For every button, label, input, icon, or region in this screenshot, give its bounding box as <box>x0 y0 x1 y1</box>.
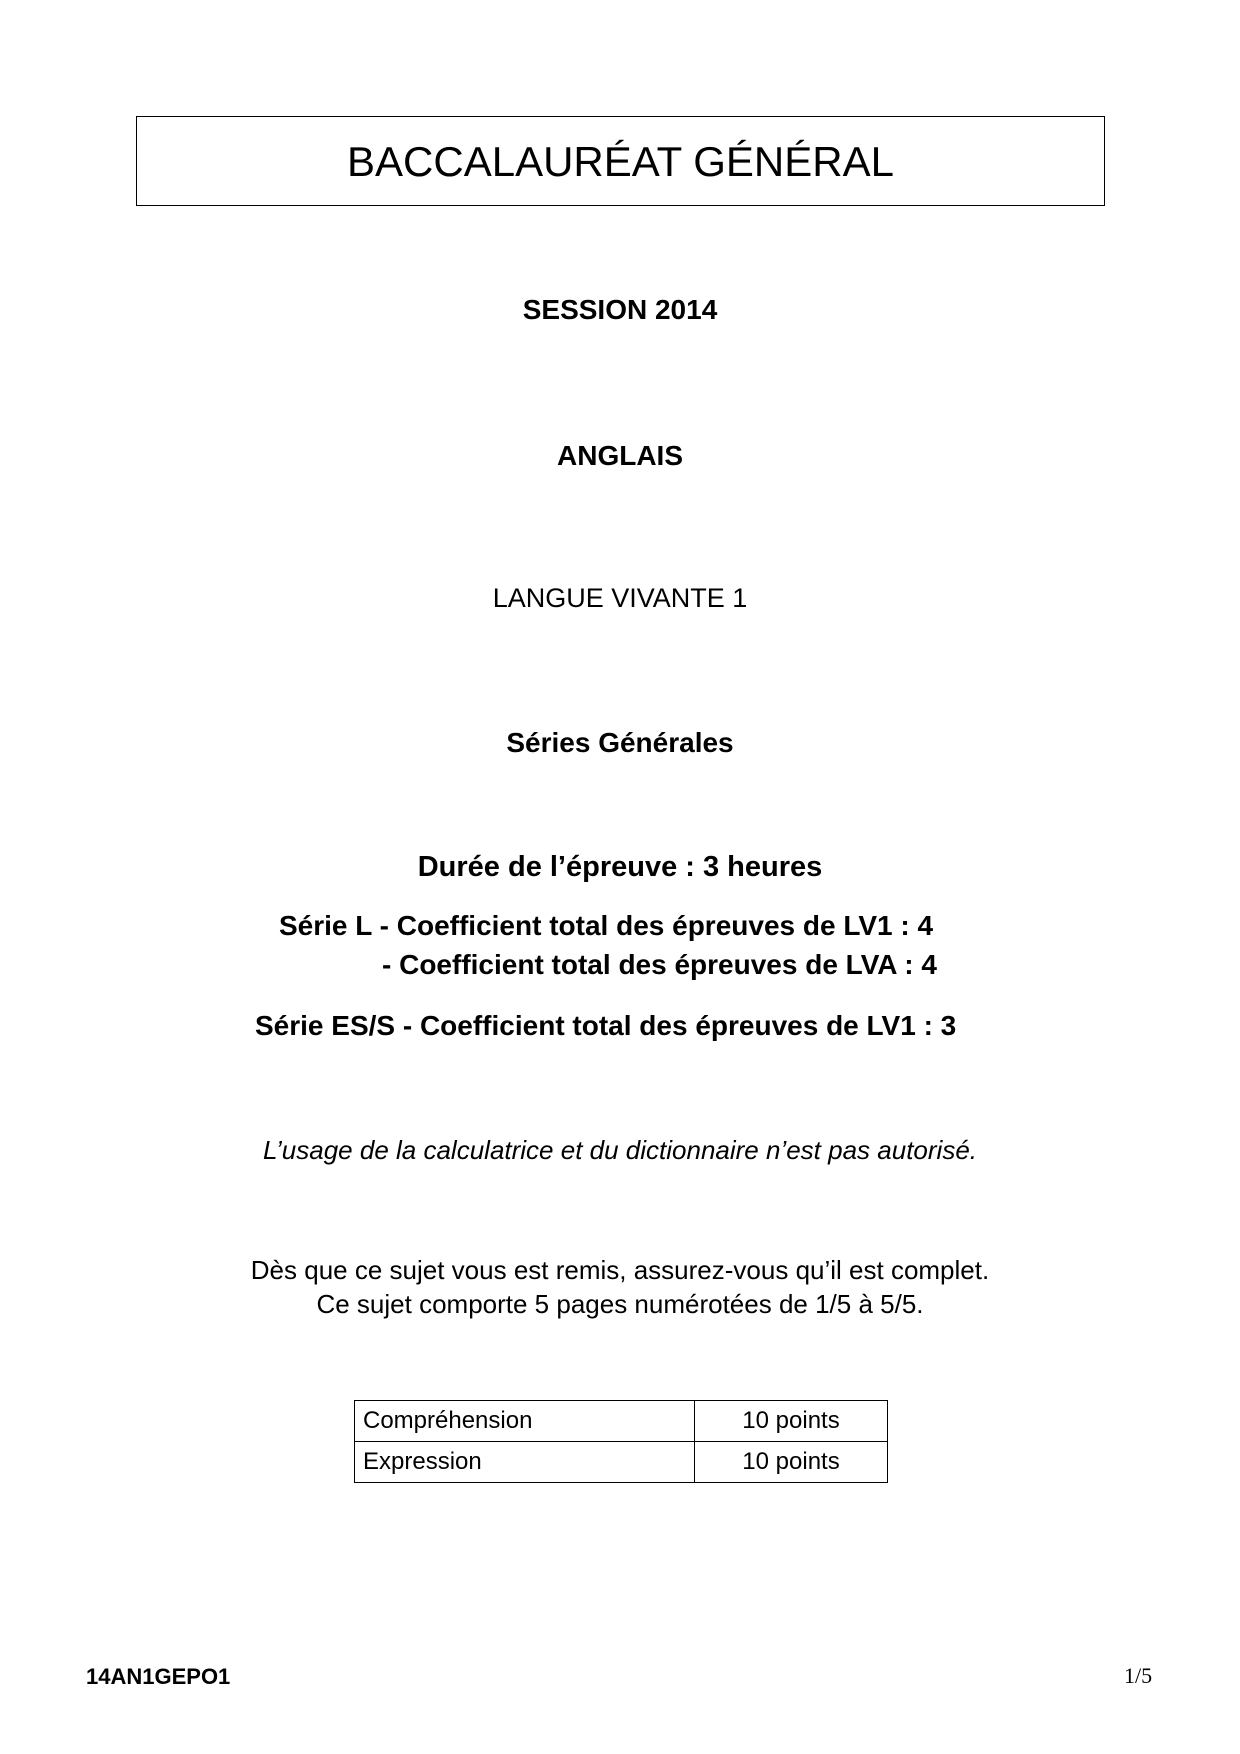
exam-code: 14AN1GEPO1 <box>86 1664 231 1689</box>
duration-label: Durée de l’épreuve : 3 heures <box>417 851 823 883</box>
table-row <box>355 1401 888 1442</box>
section-name: Expression <box>355 1442 695 1483</box>
coefficient-serie-es-s: Série ES/S - Coefficient total des épreuves de LV1 : 3 <box>255 1010 957 1041</box>
subject-label: ANGLAIS <box>557 440 683 471</box>
completeness-notice-line1: Dès que ce sujet vous est remis, assurez-vous qu’il est complet. <box>250 1255 990 1285</box>
completeness-notice-line2: Ce sujet comporte 5 pages numérotées de 1/5 à 5/5. <box>316 1289 924 1319</box>
coefficient-serie-l-lv1: Série L - Coefficient total des épreuves de LV1 : 4 <box>279 910 934 941</box>
series-label: Séries Générales <box>506 727 734 758</box>
section-name: Compréhension <box>355 1401 695 1442</box>
page-number: 1/5 <box>1124 1663 1153 1688</box>
coefficient-serie-l-lva: - Coefficient total des épreuves de LVA : 4 <box>382 949 937 980</box>
points-table <box>354 1400 888 1483</box>
exam-title: BACCALAURÉAT GÉNÉRAL <box>347 138 894 185</box>
table-row <box>355 1442 888 1483</box>
section-points: 10 points <box>695 1442 888 1483</box>
calculator-notice: L’usage de la calculatrice et du dictionnaire n’est pas autorisé. <box>263 1135 977 1165</box>
completeness-notice <box>0 1253 1240 1321</box>
session-label: SESSION 2014 <box>522 294 718 325</box>
language-level-label: LANGUE VIVANTE 1 <box>492 583 748 613</box>
section-points: 10 points <box>695 1401 888 1442</box>
exam-title-box <box>136 116 1105 206</box>
